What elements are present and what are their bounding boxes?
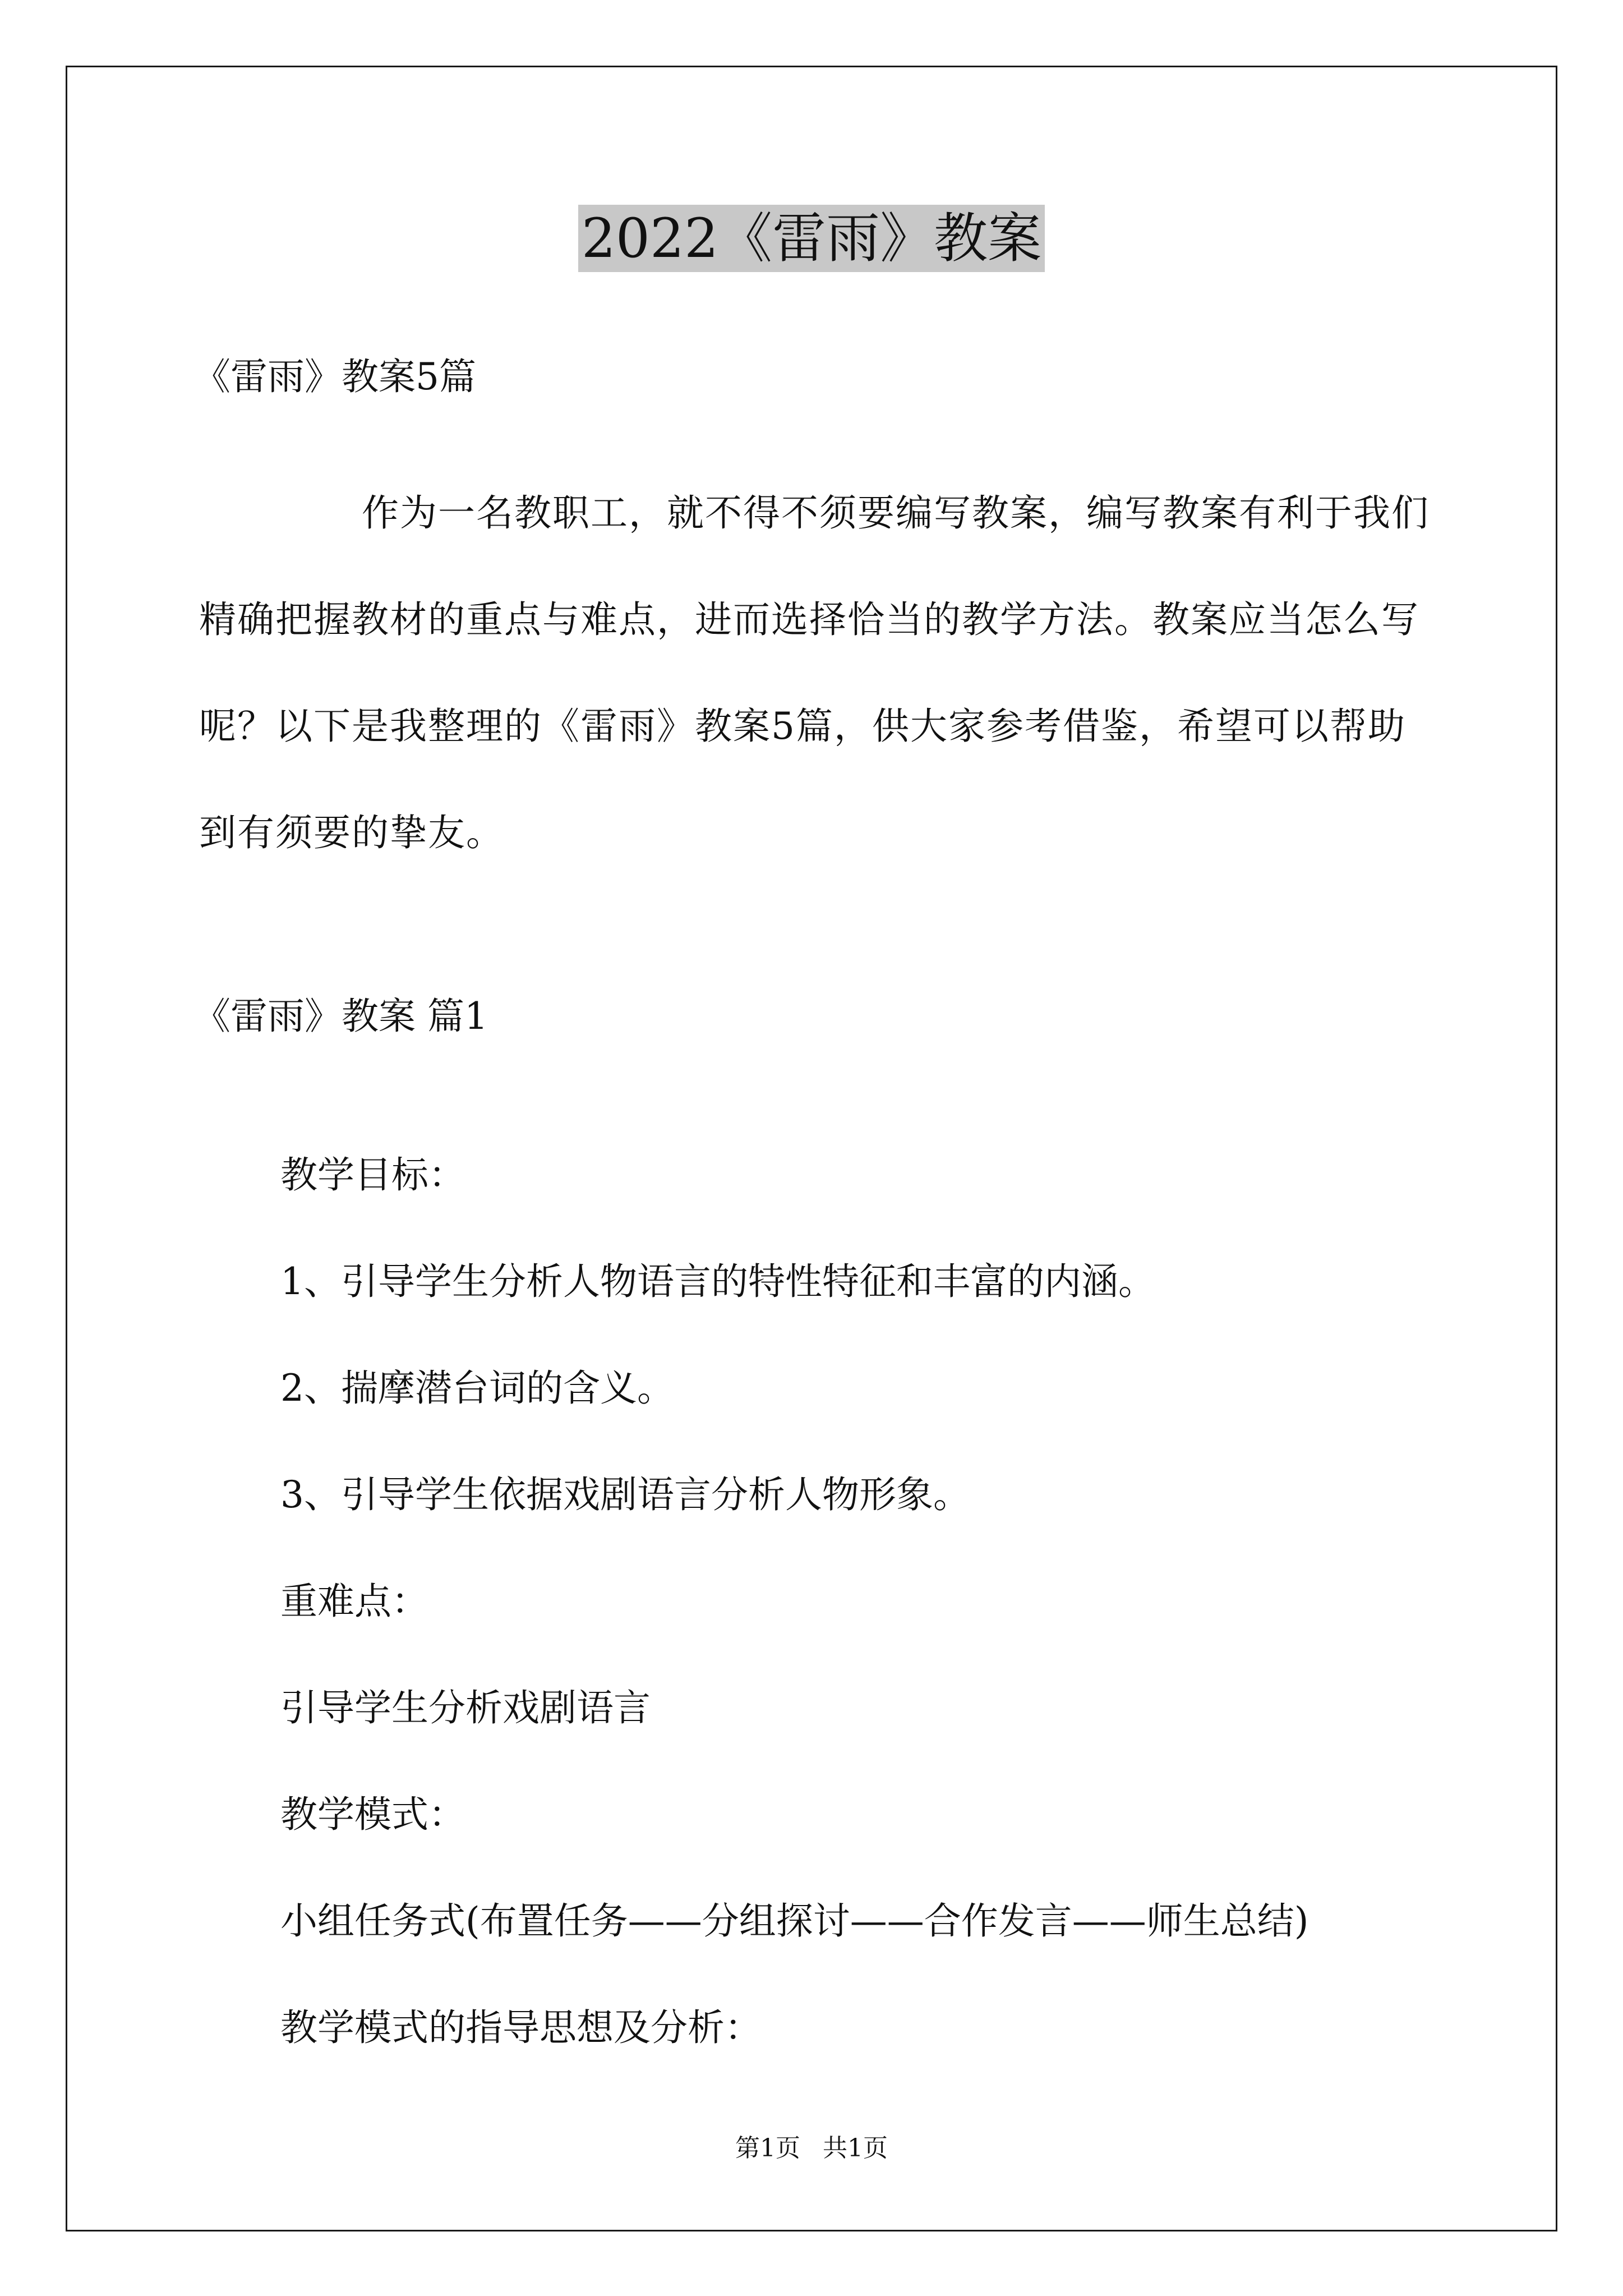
- section-heading: 《雷雨》教案 篇1: [193, 995, 488, 1038]
- body-line: 教学模式的指导思想及分析：: [280, 2006, 762, 2049]
- page-number: 第1页: [735, 2134, 800, 2162]
- document-title-text: 2022《雷雨》教案: [578, 205, 1045, 272]
- body-line: 重难点：: [280, 1580, 428, 1623]
- body-line: 引导学生分析戏剧语言: [280, 1686, 651, 1729]
- page-footer: [0, 2132, 1623, 2165]
- intro-paragraph: 作为一名教职工，就不得不须要编写教案，编写教案有利于我们精确把握教材的重点与难点，进而选择恰当的教学方法。教案应当怎么写呢？以下是我整理的《雷雨》教案5篇，供大家参考借鉴，希望可以帮助到有须要的挚友。: [199, 491, 1430, 854]
- body-line: 2、揣摩潜台词的含义。: [280, 1366, 674, 1410]
- body-line: 3、引导学生依据戏剧语言分析人物形象。: [280, 1473, 970, 1516]
- body-line: 1、引导学生分析人物语言的特性特征和丰富的内涵。: [280, 1260, 1155, 1303]
- body-line: 教学目标：: [280, 1153, 465, 1197]
- page-total: 共1页: [823, 2134, 888, 2162]
- body-line: 教学模式：: [280, 1793, 465, 1836]
- body-line: 小组任务式(布置任务——分组探讨——合作发言——师生总结): [280, 1899, 1309, 1943]
- document-subtitle: 《雷雨》教案5篇: [193, 355, 476, 398]
- document-title: [0, 205, 1623, 272]
